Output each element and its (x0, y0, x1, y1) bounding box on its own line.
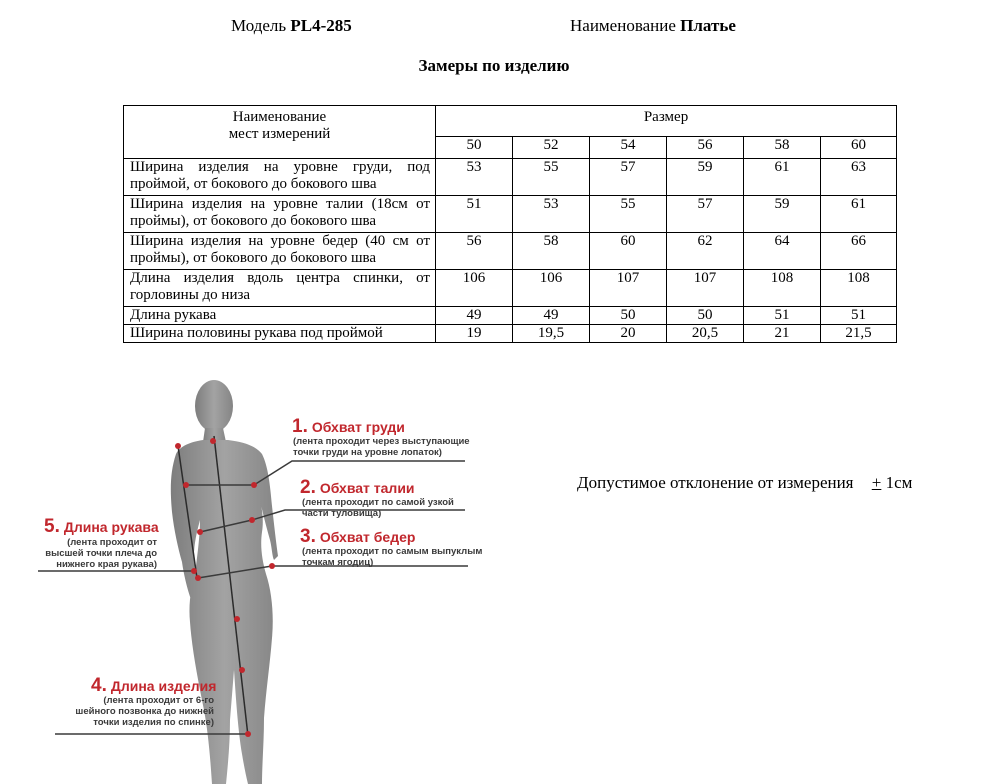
svg-text:точкам ягодиц): точкам ягодиц) (302, 557, 374, 568)
size-cell: 52 (513, 137, 590, 159)
value-cell: 50 (667, 307, 744, 325)
value-cell: 20 (590, 325, 667, 343)
value-cell: 21,5 (821, 325, 897, 343)
name-header (570, 16, 736, 36)
annotation-bust (292, 416, 470, 458)
svg-text:точки груди на уровне лопаток): точки груди на уровне лопаток) (293, 447, 442, 458)
svg-text:(лента проходит по самым выпук: (лента проходит по самым выпуклым (302, 546, 483, 557)
annotation-sleeve-length (44, 516, 159, 570)
value-cell: 108 (744, 270, 821, 307)
annotation-hips (300, 526, 482, 568)
size-cell: 50 (436, 137, 513, 159)
row-label: Ширина половины рукава под проймой (124, 325, 436, 343)
model-header (231, 16, 352, 36)
value-cell: 53 (436, 159, 513, 196)
measurement-places-header: Наименование мест измерений (124, 106, 436, 159)
tolerance-note (577, 473, 912, 493)
value-cell: 51 (744, 307, 821, 325)
value-cell: 19,5 (513, 325, 590, 343)
name-label: Наименование (570, 16, 676, 35)
table-row (124, 196, 897, 233)
measurements-table (123, 105, 897, 343)
measurement-figure (0, 370, 560, 784)
value-cell: 55 (590, 196, 667, 233)
value-cell: 60 (590, 233, 667, 270)
svg-text:нижнего края рукава): нижнего края рукава) (56, 559, 157, 570)
table-row (124, 159, 897, 196)
tolerance-value: 1см (885, 473, 913, 492)
svg-text:1.Обхват груди: 1. Обхват груди (292, 416, 405, 437)
value-cell: 20,5 (667, 325, 744, 343)
size-cell: 54 (590, 137, 667, 159)
svg-text:части туловища): части туловища) (302, 508, 382, 519)
value-cell: 59 (667, 159, 744, 196)
value-cell: 108 (821, 270, 897, 307)
size-cell: 60 (821, 137, 897, 159)
value-cell: 19 (436, 325, 513, 343)
svg-text:(лента проходит от: (лента проходит от (67, 537, 157, 548)
value-cell: 106 (513, 270, 590, 307)
row-label: Ширина изделия на уровне бедер (40 см от проймы), от бокового до бокового шва (124, 233, 436, 270)
value-cell: 106 (436, 270, 513, 307)
value-cell: 55 (513, 159, 590, 196)
value-cell: 51 (436, 196, 513, 233)
plus-minus-sign: + (871, 473, 882, 492)
svg-text:(лента проходит по самой узкой: (лента проходит по самой узкой (302, 497, 454, 508)
page-title: Замеры по изделию (418, 56, 570, 75)
svg-text:шейного позвонка до нижней: шейного позвонка до нижней (75, 706, 214, 717)
annotation-waist (300, 477, 454, 519)
table-row (124, 270, 897, 307)
row-label: Длина рукава (124, 307, 436, 325)
value-cell: 62 (667, 233, 744, 270)
size-cell: 56 (667, 137, 744, 159)
value-cell: 58 (513, 233, 590, 270)
row-label: Длина изделия вдоль центра спинки, от горловины до низа (124, 270, 436, 307)
size-cell: 58 (744, 137, 821, 159)
table-row (124, 325, 897, 343)
table-row (124, 233, 897, 270)
annotation-garment-length (75, 675, 216, 728)
svg-text:точки изделия по спинке): точки изделия по спинке) (93, 717, 214, 728)
value-cell: 21 (744, 325, 821, 343)
svg-text:3.Обхват бедер: 3. Обхват бедер (300, 526, 416, 547)
value-cell: 64 (744, 233, 821, 270)
svg-text:(лента проходит от 6-го: (лента проходит от 6-го (103, 695, 214, 706)
value-cell: 53 (513, 196, 590, 233)
value-cell: 107 (590, 270, 667, 307)
value-cell: 51 (821, 307, 897, 325)
size-header: Размер (436, 106, 897, 137)
name-value: Платье (680, 16, 736, 35)
svg-text:высшей точки плеча до: высшей точки плеча до (45, 548, 157, 559)
row-label: Ширина изделия на уровне талии (18см от проймы), от бокового до бокового шва (124, 196, 436, 233)
value-cell: 50 (590, 307, 667, 325)
value-cell: 57 (590, 159, 667, 196)
table-row (124, 307, 897, 325)
svg-text:(лента проходит через выступаю: (лента проходит через выступающие (293, 436, 470, 447)
row-label: Ширина изделия на уровне груди, под проймой, от бокового до бокового шва (124, 159, 436, 196)
value-cell: 49 (436, 307, 513, 325)
value-cell: 61 (821, 196, 897, 233)
svg-text:5.Длина рукава: 5. Длина рукава (44, 516, 159, 537)
tolerance-text: Допустимое отклонение от измерения (577, 473, 854, 492)
model-label: Модель (231, 16, 287, 35)
value-cell: 66 (821, 233, 897, 270)
value-cell: 107 (667, 270, 744, 307)
value-cell: 49 (513, 307, 590, 325)
model-value: PL4-285 (290, 16, 352, 35)
value-cell: 61 (744, 159, 821, 196)
value-cell: 63 (821, 159, 897, 196)
value-cell: 59 (744, 196, 821, 233)
value-cell: 56 (436, 233, 513, 270)
value-cell: 57 (667, 196, 744, 233)
svg-text:4.Длина изделия: 4. Длина изделия (91, 675, 217, 696)
svg-text:2.Обхват талии: 2. Обхват талии (300, 477, 415, 498)
